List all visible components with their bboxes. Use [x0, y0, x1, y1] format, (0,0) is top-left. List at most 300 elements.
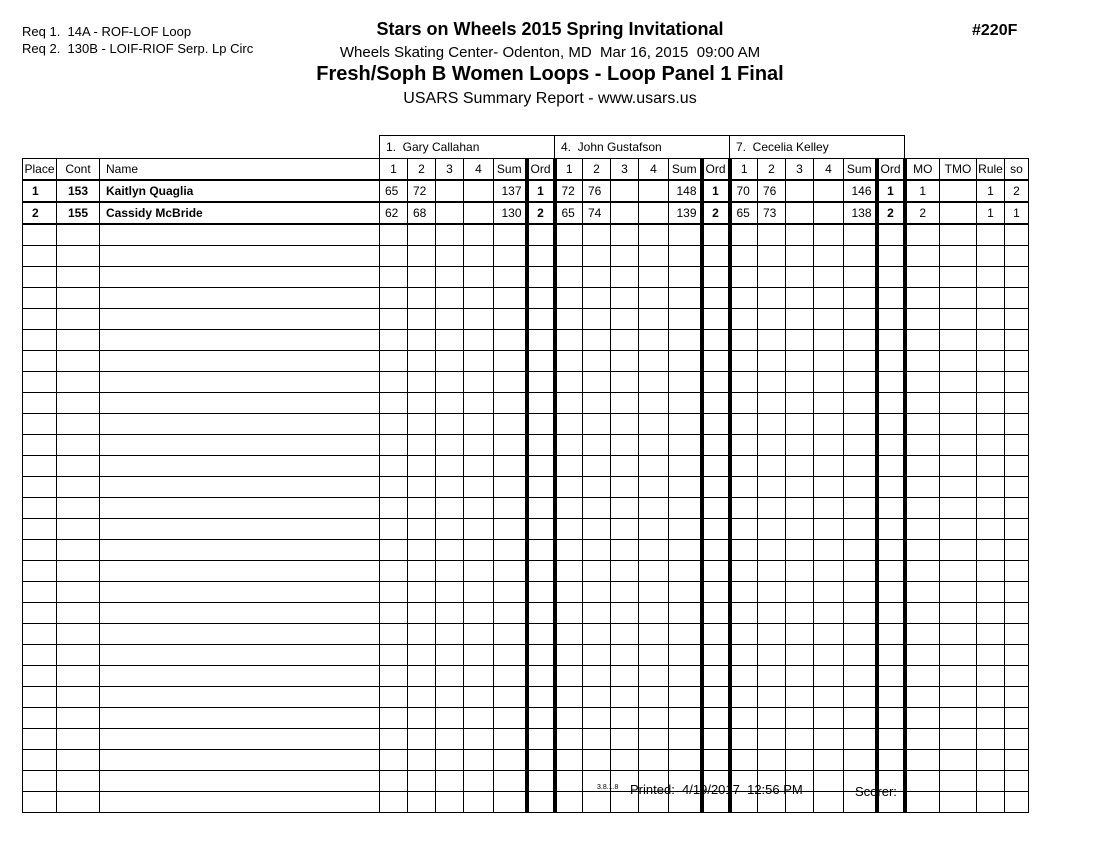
empty-score-3-cell [611, 330, 639, 351]
empty-ord-cell [527, 414, 555, 435]
empty-score-2-cell [408, 750, 436, 771]
empty-so-cell [1005, 708, 1029, 729]
empty-score-4-cell [639, 351, 669, 372]
empty-score-2-cell [583, 540, 611, 561]
empty-score-1-cell [380, 498, 408, 519]
empty-ord-cell [877, 561, 905, 582]
empty-score-2-cell [758, 330, 786, 351]
empty-ord-cell [702, 414, 730, 435]
empty-sum-cell [494, 540, 527, 561]
empty-rule-cell [977, 456, 1005, 477]
empty-sum-cell [844, 246, 877, 267]
empty-name-cell [100, 309, 380, 330]
empty-rule-cell [977, 477, 1005, 498]
empty-score-1-cell [730, 561, 758, 582]
empty-score-1-cell [380, 687, 408, 708]
empty-sum-cell [494, 267, 527, 288]
empty-rule-cell [977, 393, 1005, 414]
empty-score-4-cell [639, 750, 669, 771]
empty-tmo-cell [940, 666, 977, 687]
empty-ord-cell [702, 624, 730, 645]
col-header-score-2-cell: 2 [408, 159, 436, 181]
empty-score-2-cell [408, 666, 436, 687]
empty-score-2-cell [583, 582, 611, 603]
empty-sum-cell [669, 666, 702, 687]
empty-name-cell [100, 435, 380, 456]
empty-score-4-cell [464, 771, 494, 792]
empty-score-2-cell [408, 561, 436, 582]
skater-row [23, 202, 1029, 224]
empty-place-cell [23, 792, 57, 813]
empty-score-2-cell [583, 372, 611, 393]
empty-score-4-cell [814, 645, 844, 666]
empty-cont-cell [57, 729, 100, 750]
empty-score-1-cell [555, 393, 583, 414]
empty-ord-cell [702, 267, 730, 288]
empty-sum-cell [494, 288, 527, 309]
empty-sum-cell [669, 393, 702, 414]
empty-mo-cell [905, 288, 940, 309]
empty-score-1-cell [555, 687, 583, 708]
empty-score-1-cell [555, 645, 583, 666]
empty-score-1-cell [380, 519, 408, 540]
empty-score-4-cell [814, 477, 844, 498]
empty-tmo-cell [940, 540, 977, 561]
empty-mo-cell [905, 540, 940, 561]
empty-score-2-cell [583, 687, 611, 708]
empty-cont-cell [57, 498, 100, 519]
empty-score-4-cell [464, 519, 494, 540]
cont-cell: 155 [57, 202, 100, 224]
empty-mo-cell [905, 435, 940, 456]
empty-score-4-cell [814, 435, 844, 456]
empty-row [23, 393, 1029, 414]
empty-ord-cell [877, 666, 905, 687]
empty-row [23, 750, 1029, 771]
column-header-row [23, 159, 1029, 181]
empty-score-4-cell [464, 645, 494, 666]
col-header-tmo-cell: TMO [940, 159, 977, 181]
empty-row [23, 309, 1029, 330]
empty-score-3-cell [786, 750, 814, 771]
empty-tmo-cell [940, 288, 977, 309]
empty-name-cell [100, 582, 380, 603]
score-1-cell: 65 [730, 202, 758, 224]
empty-score-4-cell [464, 246, 494, 267]
empty-tmo-cell [940, 687, 977, 708]
empty-score-3-cell [436, 645, 464, 666]
empty-score-1-cell [555, 288, 583, 309]
empty-score-4-cell [814, 309, 844, 330]
rule-cell: 1 [977, 180, 1005, 202]
mo-cell: 1 [905, 180, 940, 202]
empty-sum-cell [844, 288, 877, 309]
empty-rule-cell [977, 498, 1005, 519]
empty-score-4-cell [814, 624, 844, 645]
empty-ord-cell [527, 729, 555, 750]
empty-score-1-cell [380, 792, 408, 813]
empty-tmo-cell [940, 645, 977, 666]
empty-cont-cell [57, 456, 100, 477]
empty-score-1-cell [555, 540, 583, 561]
col-header-score-4-cell: 4 [464, 159, 494, 181]
col-header-ord-cell: Ord [877, 159, 905, 181]
empty-score-1-cell [730, 414, 758, 435]
empty-score-3-cell [786, 477, 814, 498]
empty-ord-cell [702, 582, 730, 603]
empty-score-4-cell [814, 498, 844, 519]
empty-sum-cell [494, 708, 527, 729]
empty-rule-cell [977, 645, 1005, 666]
report-type-line: USARS Summary Report - www.usars.us [403, 90, 697, 107]
empty-place-cell [23, 645, 57, 666]
empty-score-3-cell [786, 666, 814, 687]
empty-sum-cell [494, 582, 527, 603]
empty-score-4-cell [464, 687, 494, 708]
empty-ord-cell [877, 708, 905, 729]
empty-score-4-cell [814, 687, 844, 708]
empty-mo-cell [905, 792, 940, 813]
empty-so-cell [1005, 456, 1029, 477]
score-4-cell [814, 202, 844, 224]
empty-mo-cell [905, 771, 940, 792]
empty-ord-cell [527, 687, 555, 708]
empty-score-4-cell [639, 330, 669, 351]
empty-tmo-cell [940, 708, 977, 729]
empty-score-2-cell [758, 351, 786, 372]
empty-sum-cell [494, 330, 527, 351]
empty-score-2-cell [758, 645, 786, 666]
empty-score-4-cell [814, 246, 844, 267]
empty-score-3-cell [436, 288, 464, 309]
empty-ord-cell [877, 372, 905, 393]
empty-tmo-cell [940, 456, 977, 477]
empty-score-3-cell [786, 582, 814, 603]
empty-score-3-cell [786, 288, 814, 309]
empty-ord-cell [527, 498, 555, 519]
empty-score-2-cell [758, 519, 786, 540]
empty-score-4-cell [639, 708, 669, 729]
empty-score-2-cell [583, 309, 611, 330]
empty-score-1-cell [730, 224, 758, 246]
empty-ord-cell [877, 540, 905, 561]
empty-place-cell [23, 687, 57, 708]
empty-score-2-cell [408, 309, 436, 330]
empty-ord-cell [702, 224, 730, 246]
empty-ord-cell [527, 519, 555, 540]
empty-sum-cell [494, 393, 527, 414]
empty-sum-cell [494, 372, 527, 393]
empty-ord-cell [527, 645, 555, 666]
empty-score-4-cell [814, 540, 844, 561]
empty-score-2-cell [583, 414, 611, 435]
score-3-cell [436, 180, 464, 202]
empty-score-4-cell [464, 666, 494, 687]
empty-tmo-cell [940, 267, 977, 288]
empty-score-2-cell [758, 603, 786, 624]
empty-score-2-cell [583, 435, 611, 456]
empty-ord-cell [702, 246, 730, 267]
empty-score-1-cell [380, 750, 408, 771]
empty-score-4-cell [814, 267, 844, 288]
empty-tmo-cell [940, 435, 977, 456]
empty-score-4-cell [464, 372, 494, 393]
empty-score-1-cell [380, 477, 408, 498]
empty-ord-cell [527, 267, 555, 288]
empty-ord-cell [527, 351, 555, 372]
empty-score-1-cell [555, 414, 583, 435]
empty-row [23, 414, 1029, 435]
name-cell: Kaitlyn Quaglia [100, 180, 380, 202]
score-2-cell: 76 [758, 180, 786, 202]
empty-rule-cell [977, 372, 1005, 393]
empty-score-3-cell [611, 603, 639, 624]
empty-sum-cell [494, 771, 527, 792]
empty-score-4-cell [639, 561, 669, 582]
empty-mo-cell [905, 687, 940, 708]
empty-tmo-cell [940, 750, 977, 771]
empty-sum-cell [844, 561, 877, 582]
empty-score-1-cell [555, 351, 583, 372]
empty-cont-cell [57, 771, 100, 792]
judge-band-right-spacer [905, 136, 1029, 159]
empty-rule-cell [977, 540, 1005, 561]
empty-rule-cell [977, 603, 1005, 624]
empty-tmo-cell [940, 393, 977, 414]
empty-place-cell [23, 750, 57, 771]
empty-sum-cell [494, 456, 527, 477]
empty-score-1-cell [380, 246, 408, 267]
empty-score-4-cell [639, 224, 669, 246]
empty-sum-cell [844, 645, 877, 666]
empty-score-3-cell [786, 224, 814, 246]
empty-score-4-cell [639, 435, 669, 456]
empty-score-3-cell [436, 582, 464, 603]
empty-rule-cell [977, 224, 1005, 246]
empty-mo-cell [905, 330, 940, 351]
empty-sum-cell [844, 477, 877, 498]
empty-sum-cell [494, 477, 527, 498]
empty-row [23, 645, 1029, 666]
empty-score-4-cell [639, 666, 669, 687]
empty-mo-cell [905, 750, 940, 771]
empty-score-3-cell [436, 351, 464, 372]
empty-sum-cell [669, 603, 702, 624]
empty-sum-cell [494, 435, 527, 456]
empty-so-cell [1005, 750, 1029, 771]
score-2-cell: 73 [758, 202, 786, 224]
empty-score-1-cell [380, 708, 408, 729]
place-cell: 2 [23, 202, 57, 224]
empty-score-4-cell [814, 224, 844, 246]
empty-row [23, 246, 1029, 267]
empty-name-cell [100, 246, 380, 267]
empty-score-2-cell [408, 351, 436, 372]
empty-score-2-cell [758, 246, 786, 267]
empty-sum-cell [494, 687, 527, 708]
empty-score-2-cell [408, 792, 436, 813]
empty-score-4-cell [814, 372, 844, 393]
empty-sum-cell [669, 267, 702, 288]
empty-row [23, 603, 1029, 624]
empty-score-1-cell [380, 729, 408, 750]
empty-place-cell [23, 309, 57, 330]
empty-score-4-cell [464, 224, 494, 246]
empty-tmo-cell [940, 519, 977, 540]
empty-so-cell [1005, 666, 1029, 687]
empty-rule-cell [977, 582, 1005, 603]
empty-cont-cell [57, 666, 100, 687]
empty-score-4-cell [814, 582, 844, 603]
empty-score-1-cell [730, 540, 758, 561]
empty-score-4-cell [639, 540, 669, 561]
empty-score-2-cell [408, 477, 436, 498]
tmo-cell [940, 202, 977, 224]
empty-row [23, 582, 1029, 603]
empty-ord-cell [527, 435, 555, 456]
software-version: 3.8.1.8 [597, 784, 619, 791]
empty-score-4-cell [639, 372, 669, 393]
empty-score-4-cell [464, 477, 494, 498]
empty-score-1-cell [730, 519, 758, 540]
so-cell: 1 [1005, 202, 1029, 224]
empty-ord-cell [877, 477, 905, 498]
empty-score-4-cell [639, 414, 669, 435]
empty-score-1-cell [730, 645, 758, 666]
empty-so-cell [1005, 224, 1029, 246]
empty-score-2-cell [758, 750, 786, 771]
empty-score-4-cell [639, 267, 669, 288]
empty-score-3-cell [786, 246, 814, 267]
empty-score-1-cell [730, 687, 758, 708]
empty-score-3-cell [611, 309, 639, 330]
empty-rule-cell [977, 729, 1005, 750]
empty-name-cell [100, 267, 380, 288]
empty-ord-cell [527, 224, 555, 246]
empty-rule-cell [977, 267, 1005, 288]
empty-score-4-cell [464, 729, 494, 750]
empty-ord-cell [702, 666, 730, 687]
empty-mo-cell [905, 666, 940, 687]
empty-cont-cell [57, 267, 100, 288]
empty-sum-cell [669, 246, 702, 267]
empty-rule-cell [977, 687, 1005, 708]
empty-ord-cell [702, 708, 730, 729]
empty-so-cell [1005, 288, 1029, 309]
empty-cont-cell [57, 414, 100, 435]
empty-ord-cell [702, 498, 730, 519]
empty-score-1-cell [380, 582, 408, 603]
empty-name-cell [100, 330, 380, 351]
judge-band-row [23, 136, 1029, 159]
empty-score-1-cell [380, 771, 408, 792]
empty-score-3-cell [786, 687, 814, 708]
col-header-score-3-cell: 3 [436, 159, 464, 181]
empty-tmo-cell [940, 246, 977, 267]
empty-sum-cell [669, 309, 702, 330]
empty-score-2-cell [758, 561, 786, 582]
empty-cont-cell [57, 477, 100, 498]
empty-mo-cell [905, 224, 940, 246]
empty-score-3-cell [436, 330, 464, 351]
empty-sum-cell [494, 246, 527, 267]
empty-sum-cell [844, 456, 877, 477]
empty-score-2-cell [758, 624, 786, 645]
empty-score-1-cell [555, 792, 583, 813]
empty-score-4-cell [814, 393, 844, 414]
empty-sum-cell [844, 729, 877, 750]
empty-cont-cell [57, 645, 100, 666]
empty-sum-cell [494, 224, 527, 246]
empty-score-2-cell [758, 224, 786, 246]
empty-score-1-cell [555, 750, 583, 771]
empty-cont-cell [57, 246, 100, 267]
empty-score-3-cell [786, 372, 814, 393]
empty-score-3-cell [611, 750, 639, 771]
empty-name-cell [100, 771, 380, 792]
empty-place-cell [23, 603, 57, 624]
empty-so-cell [1005, 519, 1029, 540]
empty-score-2-cell [408, 267, 436, 288]
empty-sum-cell [669, 435, 702, 456]
empty-score-1-cell [380, 372, 408, 393]
empty-sum-cell [844, 582, 877, 603]
empty-sum-cell [669, 330, 702, 351]
empty-score-3-cell [436, 624, 464, 645]
empty-cont-cell [57, 519, 100, 540]
empty-score-1-cell [555, 666, 583, 687]
empty-score-3-cell [611, 645, 639, 666]
empty-name-cell [100, 624, 380, 645]
empty-score-2-cell [758, 267, 786, 288]
empty-mo-cell [905, 729, 940, 750]
score-4-cell [639, 180, 669, 202]
empty-sum-cell [844, 330, 877, 351]
empty-so-cell [1005, 687, 1029, 708]
empty-score-2-cell [583, 792, 611, 813]
empty-score-3-cell [786, 309, 814, 330]
empty-score-3-cell [436, 603, 464, 624]
empty-score-1-cell [555, 582, 583, 603]
tmo-cell [940, 180, 977, 202]
empty-score-3-cell [786, 393, 814, 414]
empty-sum-cell [844, 624, 877, 645]
empty-score-1-cell [730, 372, 758, 393]
empty-so-cell [1005, 603, 1029, 624]
empty-so-cell [1005, 561, 1029, 582]
empty-score-3-cell [611, 540, 639, 561]
empty-score-1-cell [730, 351, 758, 372]
empty-score-4-cell [639, 624, 669, 645]
empty-score-2-cell [583, 750, 611, 771]
empty-rule-cell [977, 246, 1005, 267]
empty-row [23, 267, 1029, 288]
empty-ord-cell [527, 666, 555, 687]
scorer-label: Scorer: [855, 784, 897, 799]
col-header-name-cell: Name [100, 159, 380, 181]
empty-score-1-cell [730, 477, 758, 498]
judge-name-1: 1. Gary Callahan [380, 136, 555, 159]
empty-place-cell [23, 624, 57, 645]
empty-score-3-cell [436, 561, 464, 582]
empty-ord-cell [527, 246, 555, 267]
empty-row [23, 540, 1029, 561]
empty-score-3-cell [436, 435, 464, 456]
ord-cell: 2 [877, 202, 905, 224]
empty-place-cell [23, 288, 57, 309]
empty-score-3-cell [786, 708, 814, 729]
cont-cell: 153 [57, 180, 100, 202]
